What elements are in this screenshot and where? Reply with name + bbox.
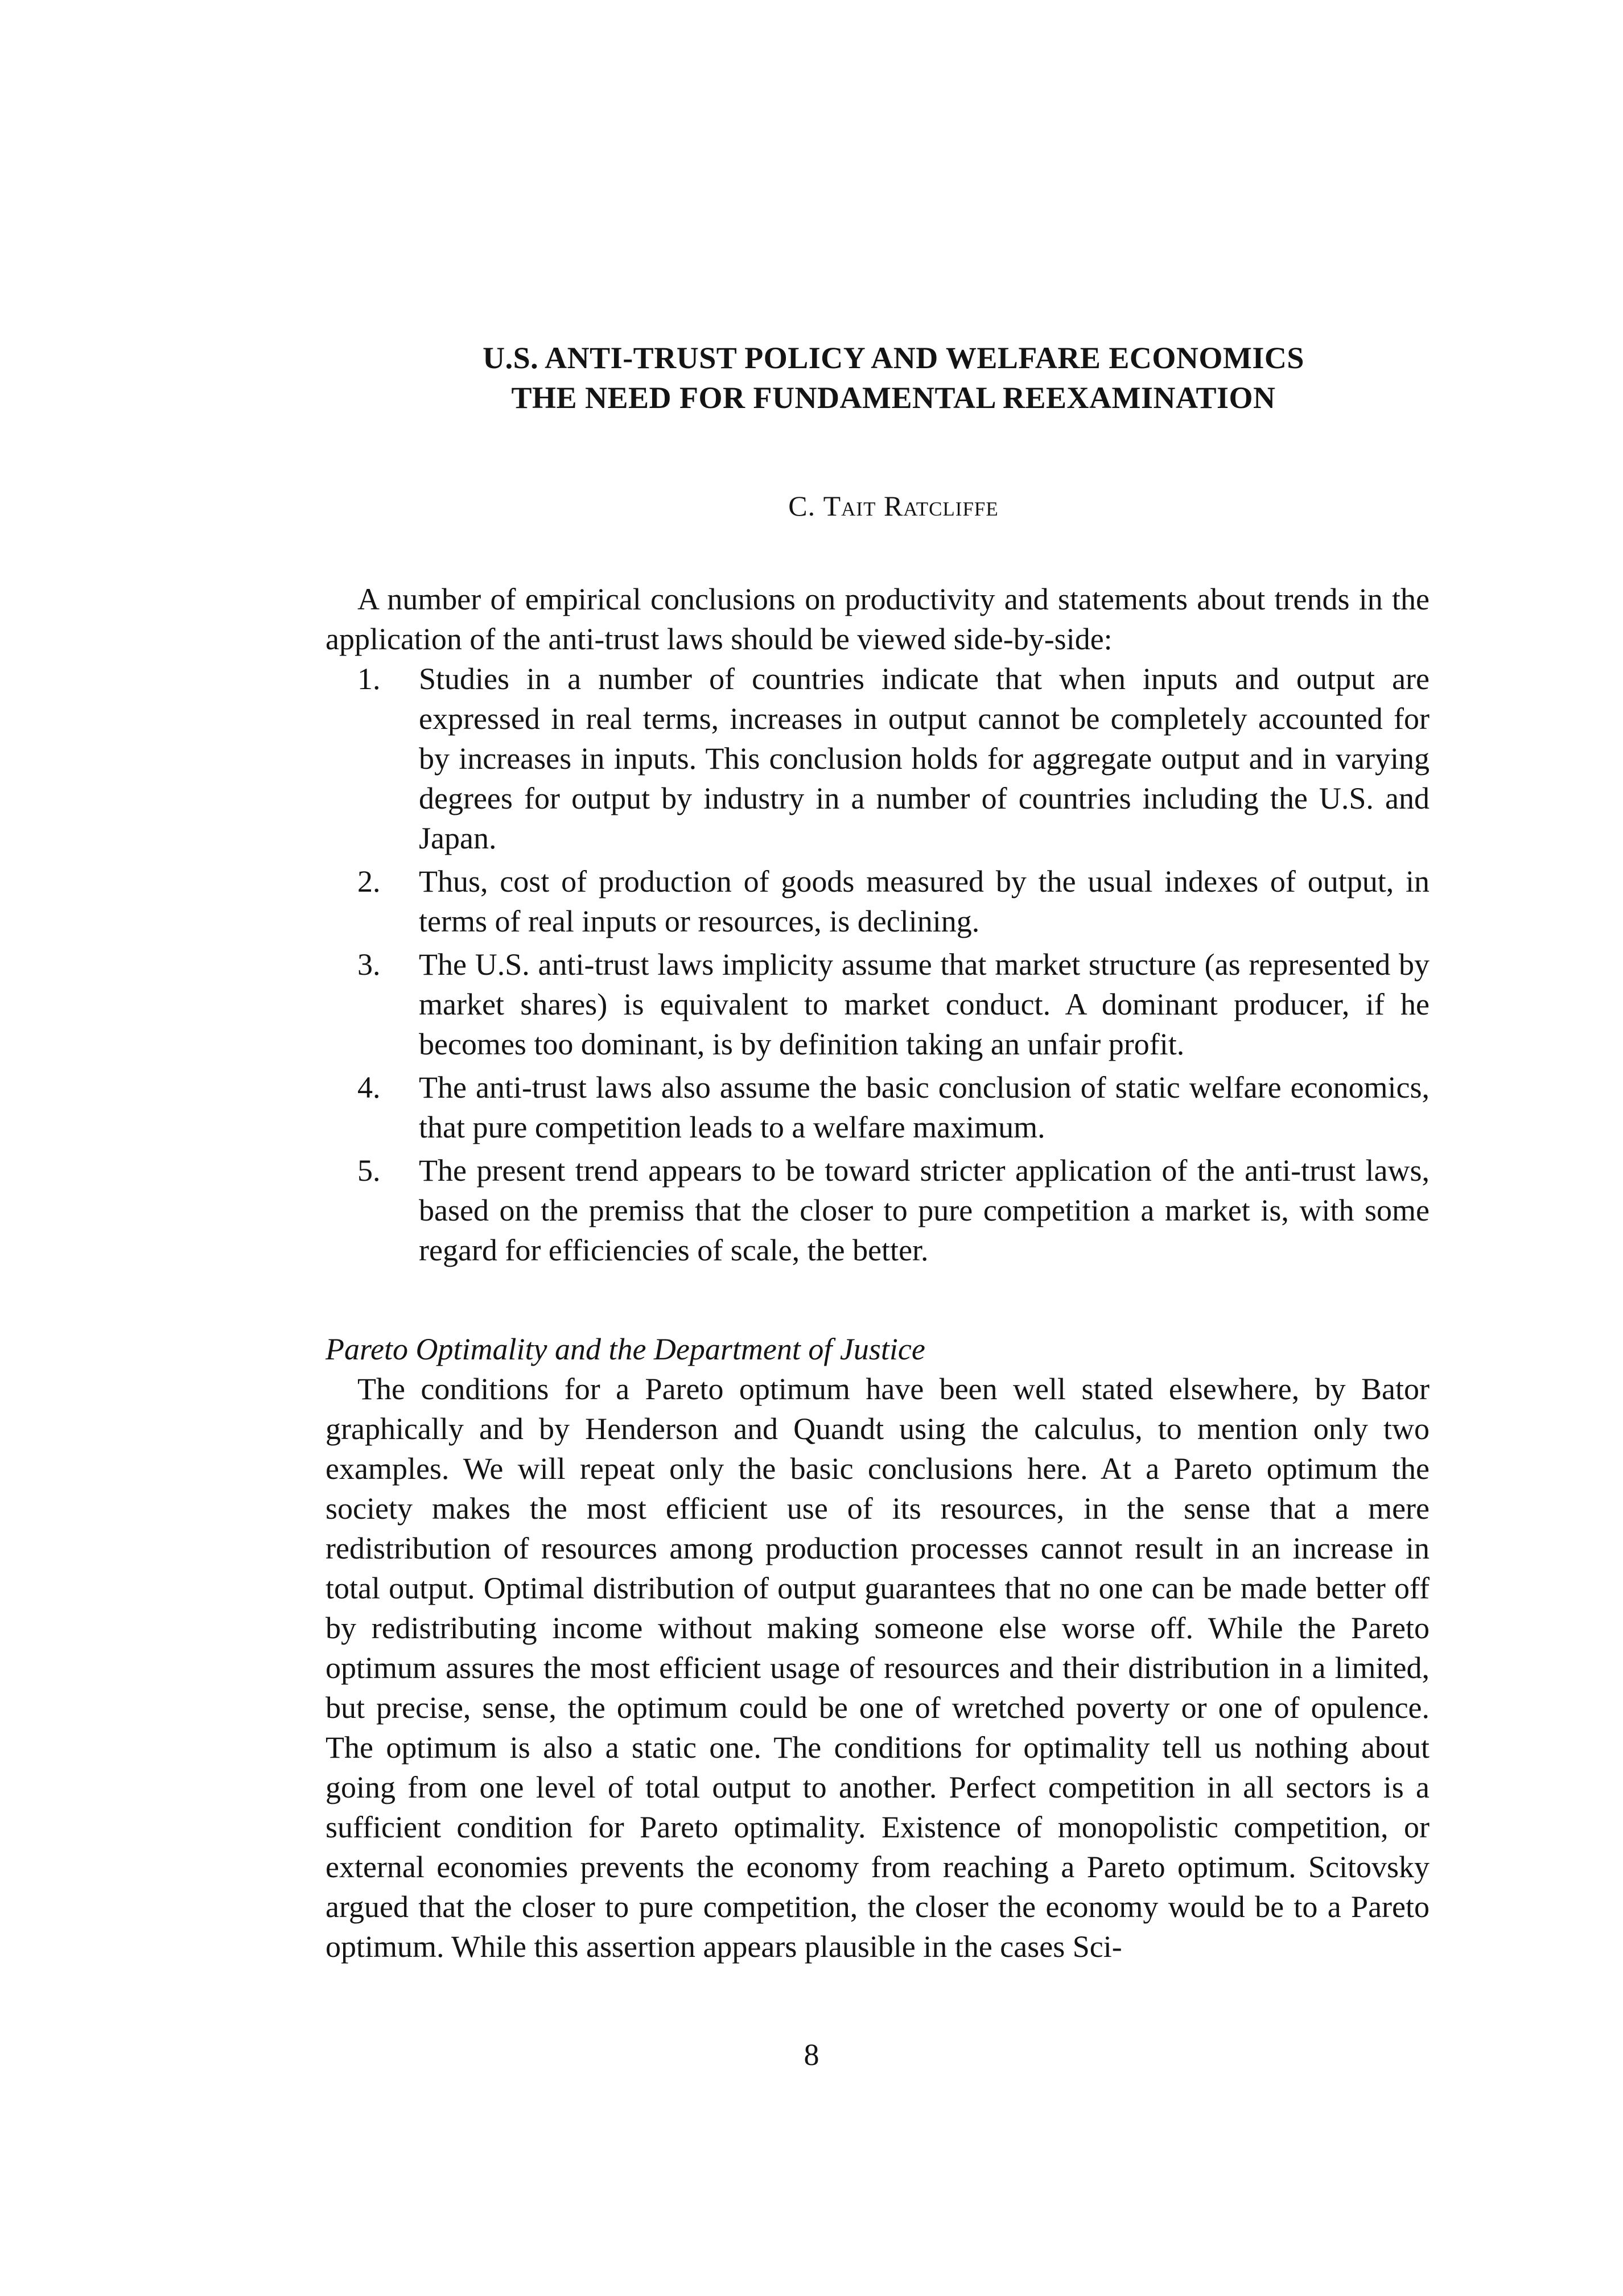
list-item-text: Studies in a number of countries indicate that when inputs and output are expressed in real terms, increases in output cannot be completely accounted for by increases in inputs. This conclusion holds for aggregate output and in varying degrees for output by industry in a number of countries including the U.S. and Japan. [419, 662, 1430, 855]
list-item-text: The U.S. anti-trust laws implicity assume that market structure (as represented by market shares) is equivalent to market conduct. A dominant producer, if he becomes too dominant, is by definition taking an unfair profit. [419, 947, 1430, 1061]
page-number: 8 [804, 2038, 819, 2072]
list-item-text: The anti-trust laws also assume the basic conclusion of static welfare economics, that pure competition leads to a welfare maximum. [419, 1070, 1430, 1144]
intro-paragraph: A number of empirical conclusions on productivity and statements about trends in the application of the anti-trust laws should be viewed side-by-side: [326, 582, 1430, 656]
list-item-number: 4. [357, 1070, 381, 1104]
conclusions-list [326, 659, 1430, 1273]
list-item-number: 3. [357, 947, 381, 982]
list-item [326, 945, 1430, 1064]
list-item [326, 1067, 1430, 1147]
list-item [326, 1151, 1430, 1270]
author-byline [319, 489, 1468, 522]
section-heading: Pareto Optimality and the Department of Justice [326, 1332, 925, 1366]
list-item-number: 2. [357, 864, 381, 898]
list-item-text: The present trend appears to be toward stricter application of the anti-trust laws, based on the premiss that the closer to pure competition a market is, with some regard for efficiencies of scale, the better. [419, 1153, 1430, 1267]
list-item-number: 1. [357, 662, 381, 696]
author-name: Tait Ratcliffe [823, 490, 999, 522]
list-item [326, 659, 1430, 858]
list-item [326, 861, 1430, 941]
list-item-text: Thus, cost of production of goods measured by the usual indexes of output, in terms of real inputs or resources, is declining. [419, 864, 1430, 938]
title-line-2: THE NEED FOR FUNDAMENTAL REEXAMINATION [511, 381, 1276, 415]
section-paragraph: The conditions for a Pareto optimum have been well stated elsewhere, by Bator graphically and by Henderson and Quandt using the calculus, to mention only two examples. We will repeat only the basic conclusions here. At a Pareto optimum the society makes the most efficient use of its resources, in the sense that a mere redistribution of resources among production processes cannot result in an increase in total output. Optimal distribution of output guarantees that no one can be made better off by redistributing income without making someone else worse off. While the Pareto optimum assures the most efficient usage of resources and their distribution in a limited, but precise, sense, the optimum could be one of wretched poverty or one of opulence. The optimum is also a static one. The conditions for optimality tell us nothing about going from one level of total output to another. Perfect competition in all sectors is a sufficient condition for Pareto optimality. Existence of monopolistic competition, or external economies prevents the economy from reaching a Pareto optimum. Scitovsky argued that the closer to pure competition, the closer the economy would be to a Pareto optimum. While this assertion appears plausible in the cases Sci- [326, 1372, 1430, 1964]
author-initial: C. [788, 490, 816, 522]
title-line-1: U.S. ANTI-TRUST POLICY AND WELFARE ECONOMICS [483, 341, 1304, 375]
list-item-number: 5. [357, 1153, 381, 1188]
